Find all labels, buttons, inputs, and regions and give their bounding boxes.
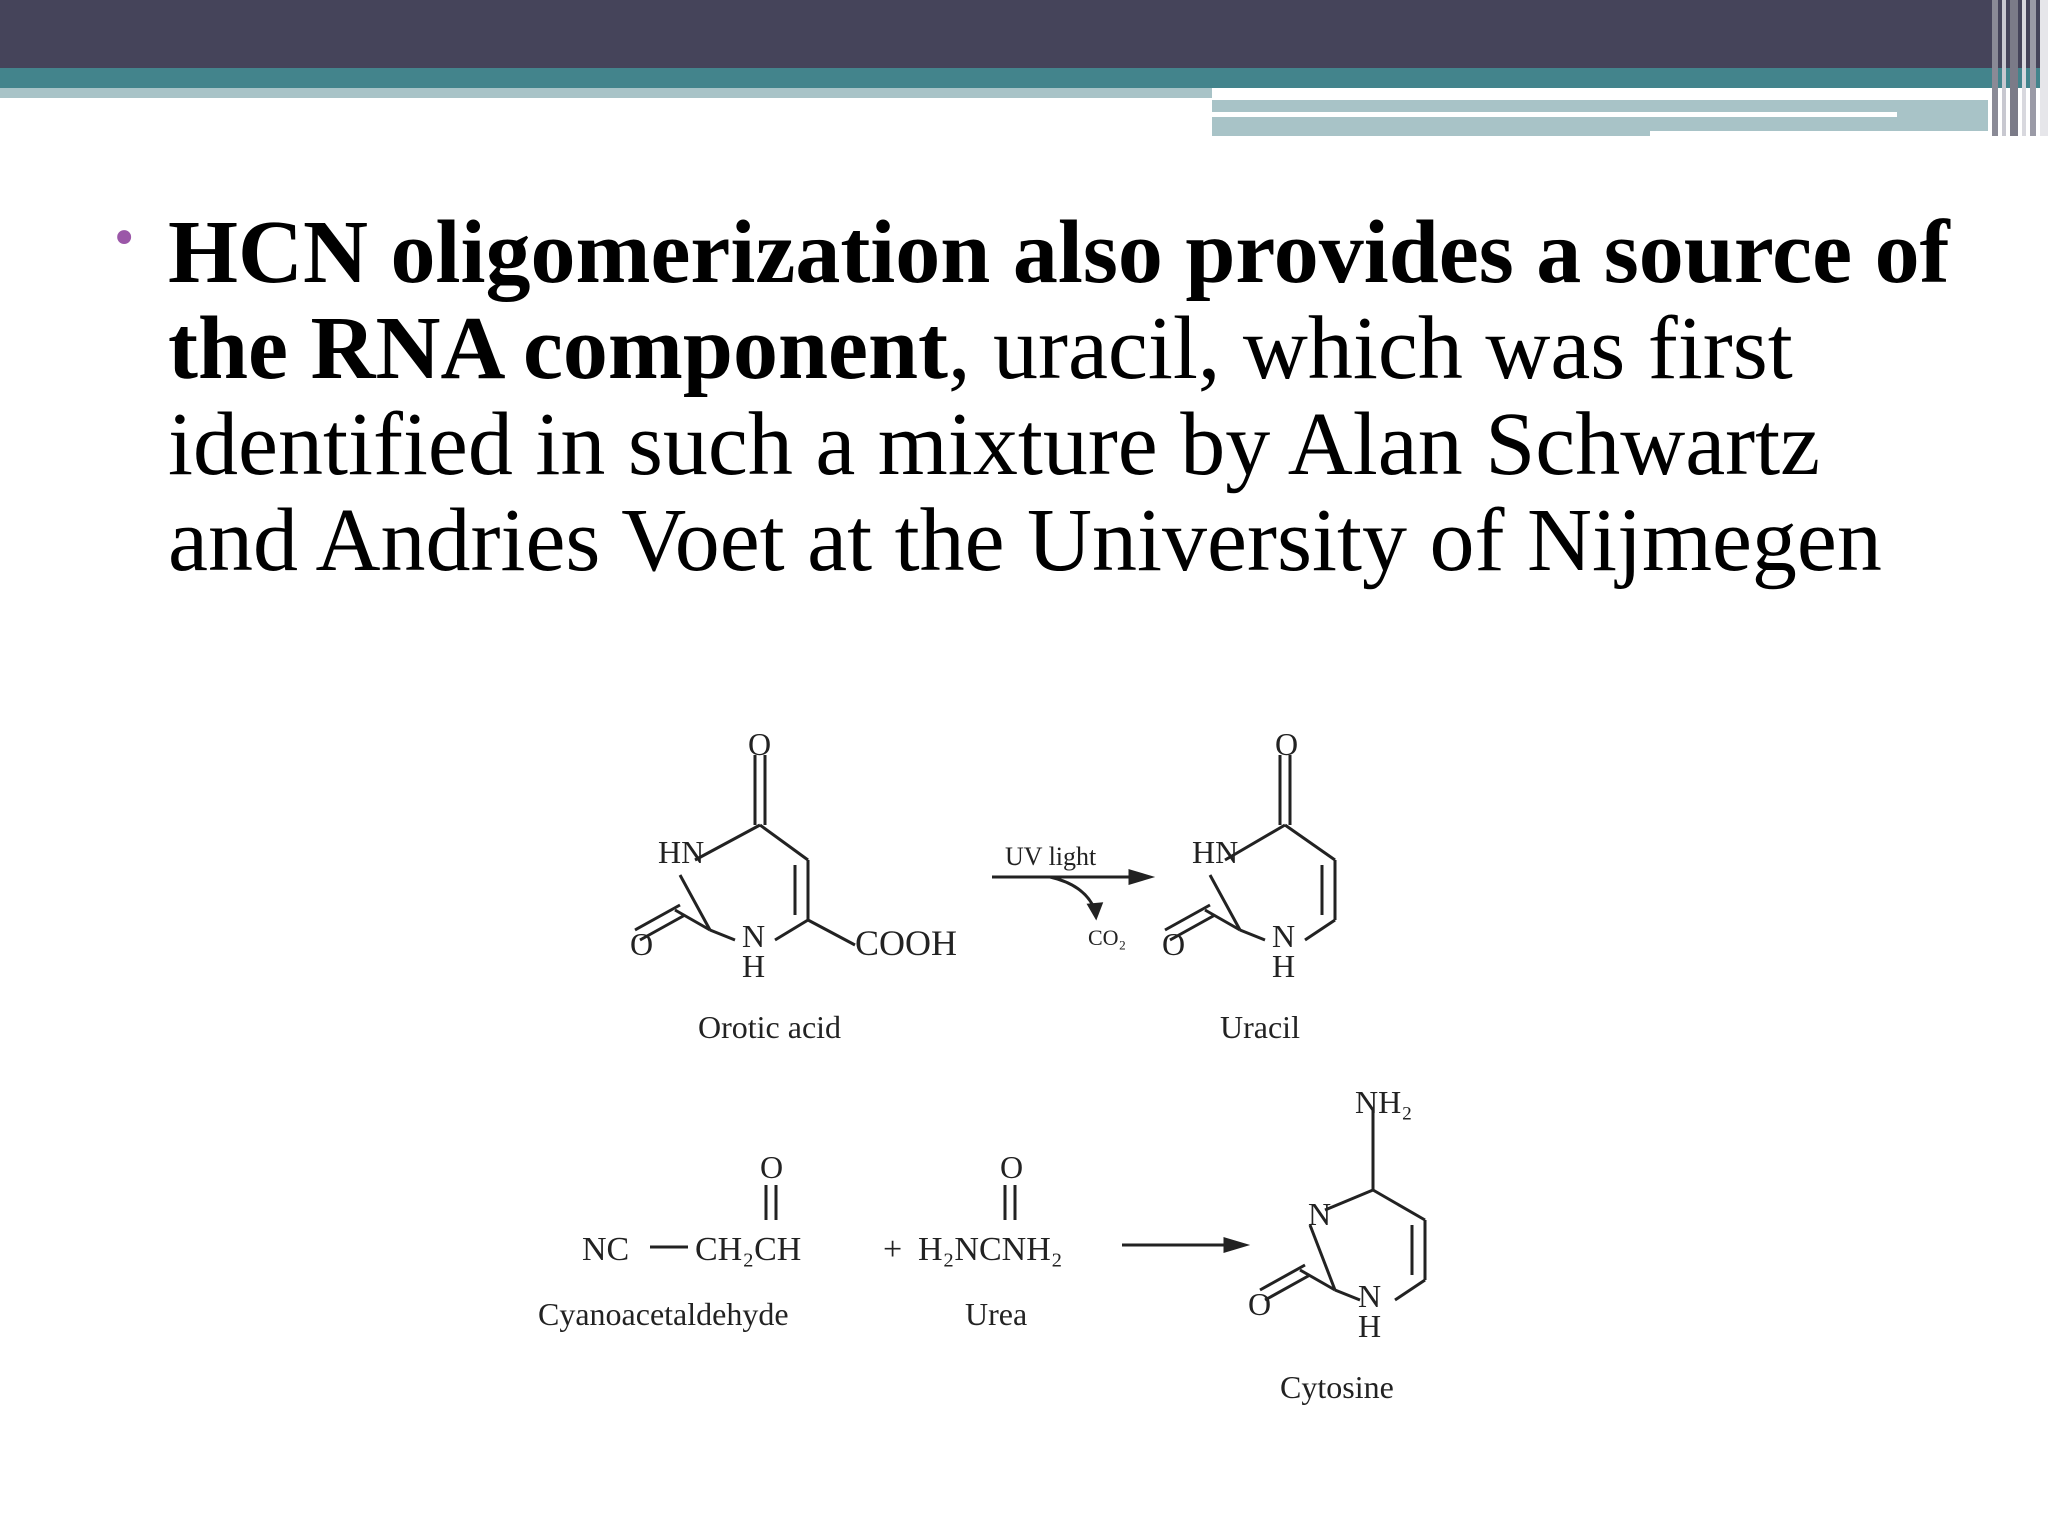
bullet-text	[168, 205, 1968, 589]
cytosine-nh2-label: NH₂	[1355, 1084, 1413, 1120]
bullet-text-regular: , uracil, which was first identified in such a mixture by Alan Schwartz and Andries Voet at the University of Nijmegen	[168, 299, 1882, 590]
uracil-h-label: H	[1272, 948, 1296, 984]
urea-oxygen: O	[1000, 1149, 1024, 1185]
orotic-oxygen-top: O	[748, 726, 772, 762]
cytosine-h-label: H	[1358, 1308, 1382, 1344]
pale-accent-band-left	[0, 88, 1212, 98]
accent-divider-line	[1212, 112, 1897, 117]
bullet-text-bold: HCN oligomerization also provides a source of the RNA component	[168, 203, 1950, 398]
urea-name: Urea	[965, 1296, 1028, 1332]
cyano-ch2ch-label: CH₂CH	[695, 1231, 802, 1268]
plus-sign: +	[883, 1231, 903, 1268]
orotic-hn-label: HN	[658, 834, 705, 870]
uracil-hn-label: HN	[1192, 834, 1239, 870]
title-bar-band	[0, 0, 2048, 68]
cyano-nc-label: NC	[582, 1231, 630, 1268]
orotic-n-label: N	[742, 918, 766, 954]
uracil-name: Uracil	[1220, 1009, 1300, 1045]
teal-accent-band	[0, 68, 2048, 88]
bullet-marker: •	[110, 211, 139, 267]
cytosine-name: Cytosine	[1280, 1369, 1394, 1405]
orotic-h-label: H	[742, 948, 766, 984]
uracil-oxygen-left: O	[1162, 926, 1186, 962]
orotic-acid-name: Orotic acid	[698, 1009, 842, 1045]
reaction-scheme	[470, 715, 1890, 1435]
chemical-reaction-figure	[470, 715, 1890, 1435]
cyanoacetaldehyde-name: Cyanoacetaldehyde	[538, 1296, 789, 1332]
cytosine-oxygen-left: O	[1248, 1286, 1272, 1322]
orotic-cooh-label: COOH	[855, 923, 958, 963]
orotic-oxygen-left: O	[630, 926, 654, 962]
uracil-oxygen-top: O	[1275, 726, 1299, 762]
urea-formula: H₂NCNH₂	[918, 1231, 1063, 1268]
accent-divider-line-short	[1650, 131, 1990, 136]
cyano-oxygen: O	[760, 1149, 784, 1185]
uracil-n-label: N	[1272, 918, 1296, 954]
corner-stripes	[1992, 0, 2048, 136]
uv-light-label: UV light	[1005, 842, 1097, 871]
cytosine-n-top-label: N	[1308, 1196, 1332, 1232]
cytosine-n-label: N	[1358, 1278, 1382, 1314]
co2-label: CO₂	[1088, 925, 1127, 950]
